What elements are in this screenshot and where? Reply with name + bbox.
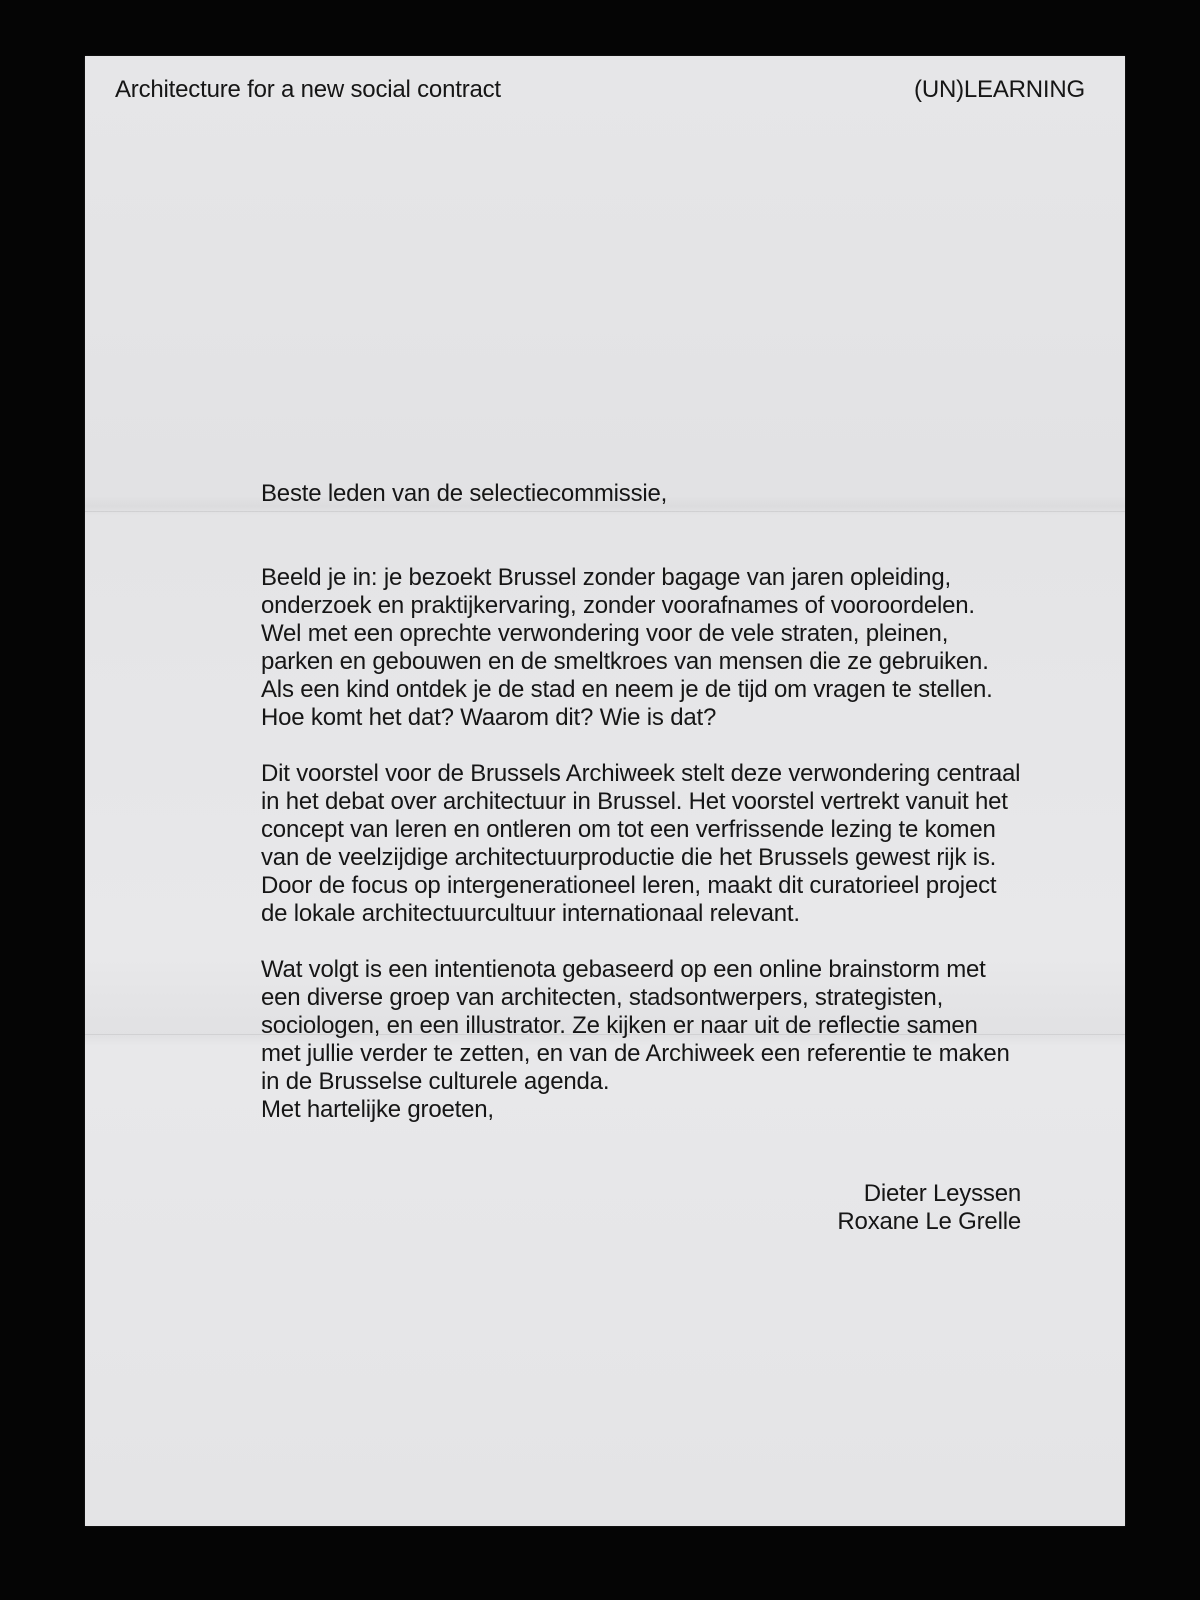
- signatory-name: Dieter Leyssen: [863, 1180, 1021, 1207]
- paragraph-proposal: Dit voorstel voor de Brussels Archiweek stelt deze verwondering centraal in het debat over architectuur in Brussel. Het voorstel vertrekt vanuit het concept van leren en ontleren om tot een verfrissende lezing te komen van de veelzijdige architectuurproductie die het Brussels gewest rijk is. Door de focus op intergenerationeel leren, maakt dit curatorieel project de lokale architectuurcultuur internationaal relevant.: [261, 760, 1021, 927]
- salutation: Beste leden van de selectiecommissie,: [261, 480, 668, 507]
- letter-sheet: [85, 56, 1125, 1526]
- paragraph-intro: Beeld je in: je bezoekt Brussel zonder bagage van jaren opleiding, onderzoek en praktijkervaring, zonder voorafnames of vooroordelen. Wel met een oprechte verwondering voor de vele straten, pleinen, parken en gebouwen en de smeltkroes van mensen die ze gebruiken. Als een kind ontdek je de stad en neem je de tijd om vragen te stellen. Hoe komt het dat? Waarom dit? Wie is dat?: [261, 564, 993, 731]
- paragraph-intention: Wat volgt is een intentienota gebaseerd op een online brainstorm met een diverse groep van architecten, stadsontwerpers, strategisten, sociologen, en een illustrator. Ze kijken er naar uit de reflectie samen met jullie verder te zetten, en van de Archiweek een referentie te maken in de Brusselse culturele agenda.: [261, 956, 1010, 1095]
- letter-body: [261, 480, 1021, 1236]
- letterhead-project-name: (UN)LEARNING: [914, 76, 1085, 103]
- letterhead-title: Architecture for a new social contract: [115, 76, 501, 103]
- signature-block: [261, 1180, 1021, 1236]
- closing: Met hartelijke groeten,: [261, 1096, 494, 1123]
- signatory-name: Roxane Le Grelle: [837, 1208, 1021, 1235]
- letterhead: [115, 76, 1085, 104]
